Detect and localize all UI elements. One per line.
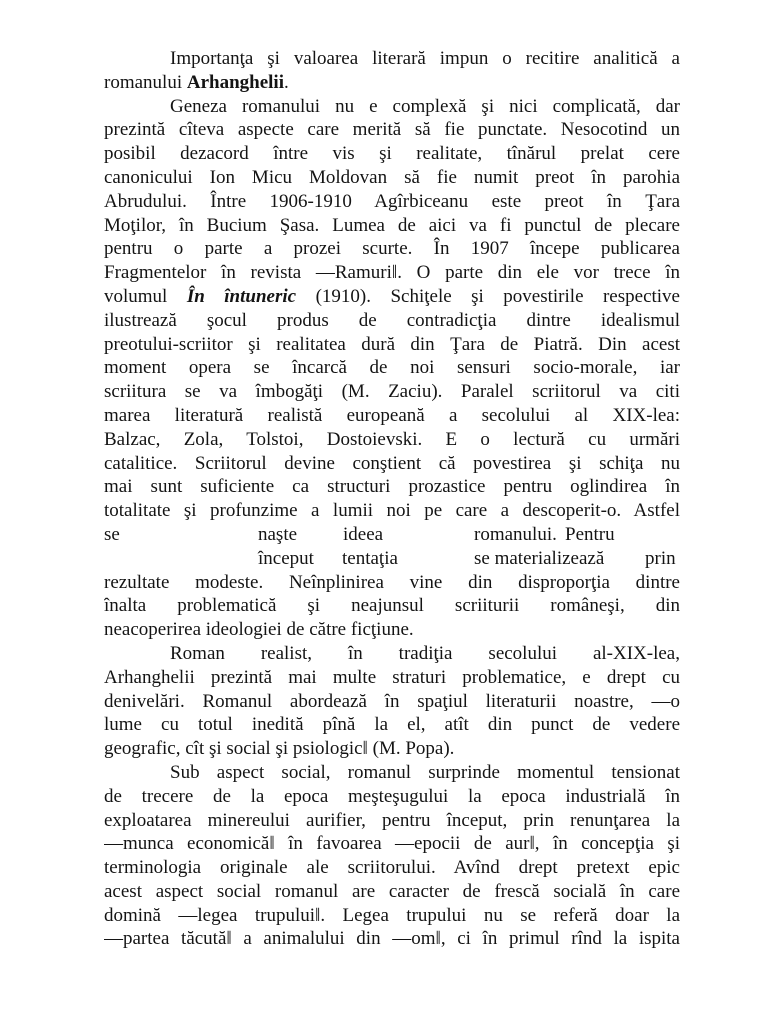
text-span: mai sunt suficiente ca structuri prozastice pentru oglindirea în [104, 476, 680, 498]
text-line [104, 380, 680, 404]
book-title: Arhanghelii [186, 71, 284, 93]
text-span: geografic, cît şi social şi psiologic‖ (M. Popa). [104, 738, 455, 760]
text-span: de trecere de la epoca meşteşugului la epoca industrială în [104, 785, 680, 807]
text-span: denivelări. Romanul abordează în spaţiul literaturii noastre, ―o [104, 690, 680, 712]
paragraph [104, 642, 680, 761]
text-span: lume cu totul inedită pînă la el, atît din punct de vedere [104, 714, 680, 736]
text-word: început [258, 547, 314, 569]
text-span: volumul [104, 285, 187, 307]
text-span: moment opera se încarcă de noi sensuri socio-morale, iar [104, 357, 680, 379]
text-span: totalitate şi profunzime a lumii noi pe care a descoperit-o. Astfel [104, 500, 680, 522]
text-span: Balzac, Zola, Tolstoi, Dostoievski. E o lectură cu urmări [104, 428, 680, 450]
text-word: prin [645, 547, 676, 569]
text-span: ilustrează şocul produs de contradicţia dintre idealismul [104, 309, 680, 331]
text-line [104, 737, 680, 761]
text-line [104, 666, 680, 690]
text-line [104, 47, 680, 71]
text-line [104, 118, 680, 142]
text-span: Roman realist, în tradiţia secolului al-XIX-lea, [170, 642, 680, 664]
text-word: romanului. [474, 523, 557, 545]
text-span: exploatarea minereului aurifier, pentru început, prin renunţarea la [104, 809, 680, 831]
text-line [104, 809, 680, 833]
document-body [104, 47, 680, 951]
text-word: naşte [258, 523, 298, 545]
text-span: Importanţa şi valoarea literară impun o recitire analitică a [170, 48, 680, 69]
text-span: ―munca economică‖ în favoarea ―epocii de aur‖, în concepţia şi [104, 833, 680, 855]
text-span: neacoperirea ideologiei de către ficţiune. [104, 619, 414, 641]
text-line [104, 166, 680, 190]
text-line [104, 642, 680, 666]
text-line [104, 404, 680, 428]
paragraph [104, 95, 680, 642]
text-line [104, 690, 680, 714]
text-line [104, 594, 680, 618]
text-line [104, 356, 680, 380]
text-line [104, 571, 680, 595]
text-word: se [104, 523, 120, 545]
text-span: preotului-scriitor şi realitatea dură din Ţara de Piatră. Din acest [104, 333, 680, 355]
text-line [104, 452, 680, 476]
text-span: romanului [104, 71, 187, 93]
text-span: domină ―legea trupului‖. Legea trupului nu se referă doar la [104, 904, 680, 926]
text-span: canonicului Ion Micu Moldovan să fie numit preot în parohia [104, 166, 680, 188]
text-span: posibil dezacord între vis şi realitate, tînărul prelat cere [104, 143, 680, 165]
text-span: catalitice. Scriitorul devine conştient că povestirea şi schiţa nu [104, 452, 680, 474]
text-line [104, 142, 680, 166]
text-line [104, 761, 680, 785]
text-line [104, 285, 680, 309]
book-title: În întuneric [186, 285, 297, 307]
text-span: scriitura se va îmbogăţi (M. Zaciu). Paralel scriitorul va citi [104, 381, 680, 403]
text-span: pentru o parte a prozei scurte. În 1907 începe publicarea [104, 238, 680, 260]
text-span: Geneza romanului nu e complexă şi nici complicată, dar [170, 95, 680, 117]
text-span: ―partea tăcută‖ a animalului din ―om‖, ci în primul rînd la ispita [104, 928, 680, 950]
text-line [104, 927, 680, 951]
text-line [104, 214, 680, 238]
text-line [104, 523, 680, 547]
text-line [104, 499, 680, 523]
text-line [104, 95, 680, 119]
text-word: tentaţia [342, 547, 398, 569]
text-span: . [283, 71, 289, 93]
text-line [104, 713, 680, 737]
text-word: se materializează [474, 547, 605, 569]
text-line [104, 618, 680, 642]
text-word: Pentru [565, 523, 615, 545]
text-line [104, 547, 680, 571]
text-line [104, 832, 680, 856]
text-line [104, 309, 680, 333]
text-line [104, 190, 680, 214]
text-span: rezultate modeste. Neînplinirea vine din disproporţia dintre [104, 571, 680, 593]
text-line [104, 904, 680, 928]
text-span: prezintă cîteva aspecte care merită să fie punctate. Nesocotind un [104, 119, 680, 141]
text-span: (1910). Schiţele şi povestirile respective [296, 285, 680, 307]
text-span: terminologia originale ale scriitorului. Avînd drept pretext epic [104, 857, 680, 879]
text-span: Fragmentelor în revista ―Ramuri‖. O parte din ele vor trece în [104, 262, 680, 284]
text-line [104, 475, 680, 499]
text-line [104, 856, 680, 880]
text-span: Arhanghelii prezintă mai multe straturi problematice, e drept cu [104, 666, 680, 688]
text-line [104, 880, 680, 904]
text-line [104, 333, 680, 357]
text-span: acest aspect social romanul are caracter de frescă socială în care [104, 880, 680, 902]
text-line [104, 237, 680, 261]
paragraph [104, 47, 680, 95]
paragraph [104, 761, 680, 951]
text-span: Moţilor, în Bucium Şasa. Lumea de aici va fi punctul de plecare [104, 214, 680, 236]
text-span: înalta problematică şi neajunsul scriiturii româneşi, din [104, 595, 680, 617]
text-span: marea literatură realistă europeană a secolului al XIX-lea: [104, 404, 680, 426]
text-line [104, 71, 680, 95]
text-line [104, 428, 680, 452]
text-line [104, 785, 680, 809]
text-word: ideea [343, 523, 384, 545]
text-line [104, 261, 680, 285]
text-span: Abrudului. Între 1906-1910 Agîrbiceanu este preot în Ţara [104, 190, 680, 212]
text-span: Sub aspect social, romanul surprinde momentul tensionat [170, 761, 680, 783]
